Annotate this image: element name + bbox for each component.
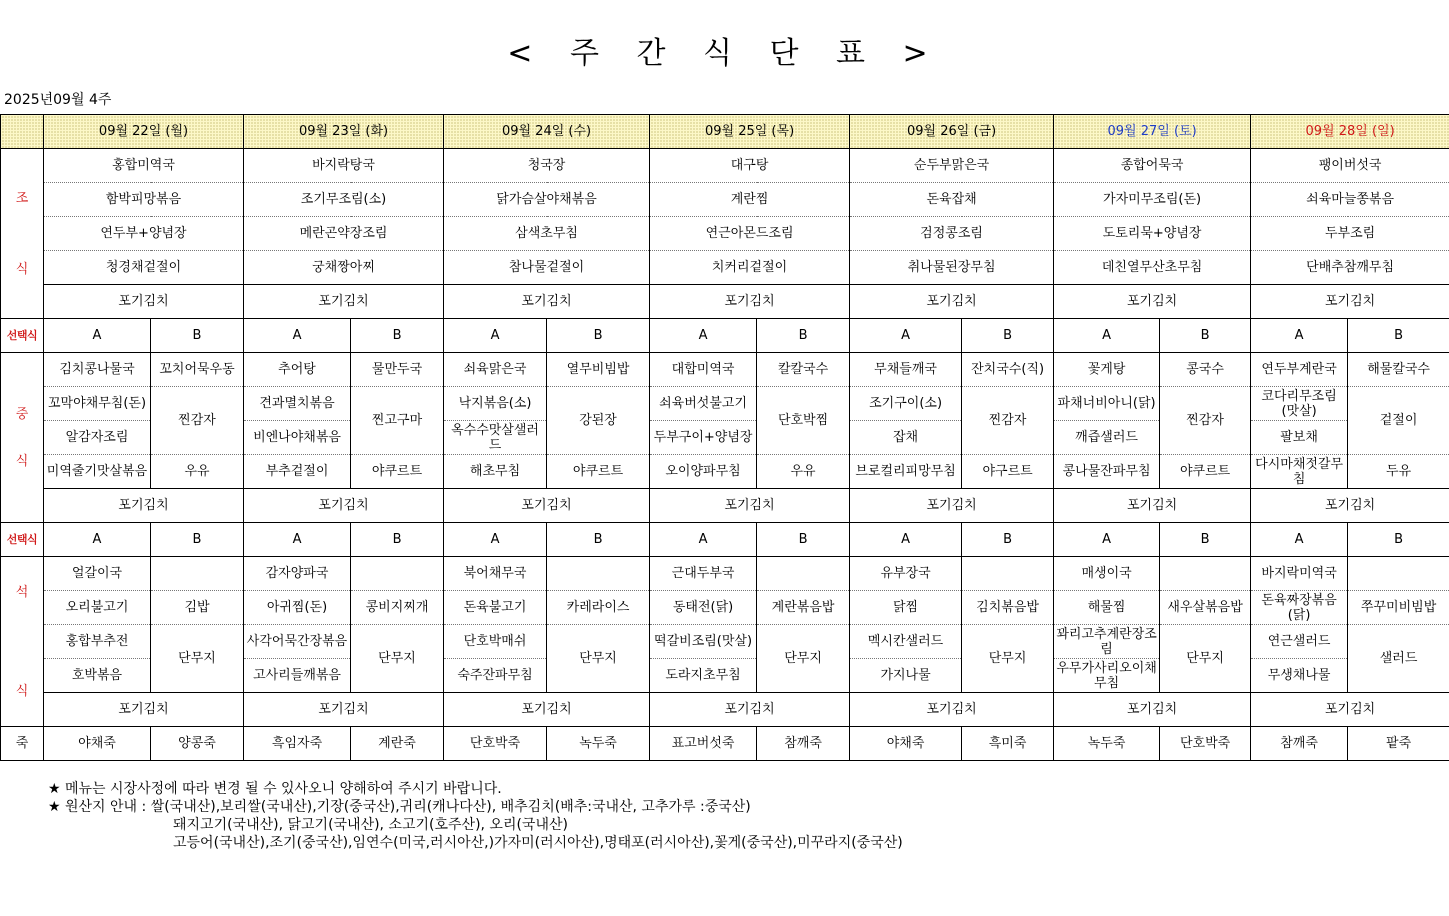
- porridge-item: 야채죽: [850, 727, 962, 761]
- breakfast-item: 단배추참깨무침: [1251, 251, 1449, 285]
- table-row: [1, 489, 1449, 523]
- lunch-a-item: 낙지볶음(소): [444, 387, 547, 421]
- dinner-a-item: 동태전(닭): [650, 591, 757, 625]
- lunch-a-item: 오이양파무침: [650, 455, 757, 489]
- lunch-b-item: 해물칼국수: [1348, 353, 1449, 387]
- option-b-label: B: [351, 319, 444, 353]
- kimchi-cell: 포기김치: [850, 693, 1054, 727]
- kimchi-cell: 포기김치: [850, 285, 1054, 319]
- kimchi-cell: 포기김치: [44, 285, 244, 319]
- option-a-label: A: [850, 523, 962, 557]
- breakfast-item: 순두부맑은국: [850, 149, 1054, 183]
- origin-line: 돼지고기(국내산), 닭고기(국내산), 소고기(호주산), 오리(국내산): [173, 817, 568, 833]
- dinner-b-item: 김치볶음밥: [962, 591, 1054, 625]
- lunch-a-item: 옥수수맛살샐러드: [444, 421, 547, 455]
- page-title: < 주 간 식 단 표 >: [507, 36, 942, 71]
- dinner-a-item: 근대두부국: [650, 557, 757, 591]
- kimchi-cell: 포기김치: [650, 489, 850, 523]
- lunch-b-item: 우유: [151, 455, 244, 489]
- week-label: 2025년09월 4주: [4, 92, 112, 108]
- dinner-b-item: 단무지: [757, 625, 850, 693]
- breakfast-item: 팽이버섯국: [1251, 149, 1449, 183]
- option-a-label: A: [850, 319, 962, 353]
- lunch-a-item: 대합미역국: [650, 353, 757, 387]
- porridge-item: 양콩죽: [151, 727, 244, 761]
- dinner-b-blank: [1160, 557, 1251, 591]
- option-b-label: B: [1160, 319, 1251, 353]
- breakfast-item: 궁채짱아찌: [244, 251, 444, 285]
- dinner-a-item: 오리불고기: [44, 591, 151, 625]
- option-a-label: A: [1054, 319, 1160, 353]
- table-row: [1, 285, 1449, 319]
- table-row: [1, 625, 1449, 659]
- dinner-b-item: 단무지: [151, 625, 244, 693]
- breakfast-label: [1, 149, 44, 319]
- breakfast-item: 메란곤약장조림: [244, 217, 444, 251]
- dinner-a-item: 고사리들깨볶음: [244, 659, 351, 693]
- kimchi-cell: 포기김치: [850, 489, 1054, 523]
- dinner-a-item: 해물찜: [1054, 591, 1160, 625]
- lunch-b-item: 꼬치어묵우동: [151, 353, 244, 387]
- dinner-a-item: 떡갈비조림(맛살): [650, 625, 757, 659]
- lunch-a-item: 잡채: [850, 421, 962, 455]
- option-a-label: A: [1251, 523, 1348, 557]
- lunch-b-item: 물만두국: [351, 353, 444, 387]
- table-row: [1, 727, 1449, 761]
- table-row: [1, 455, 1449, 489]
- breakfast-item: 계란찜: [650, 183, 850, 217]
- breakfast-item: 두부조림: [1251, 217, 1449, 251]
- dinner-b-item: 계란볶음밥: [757, 591, 850, 625]
- dinner-select-label: 선택식: [1, 523, 44, 557]
- lunch-b-item: 우유: [757, 455, 850, 489]
- porridge-item: 팥죽: [1348, 727, 1449, 761]
- lunch-a-item: 콩나물잔파무침: [1054, 455, 1160, 489]
- dinner-b-item: 김밥: [151, 591, 244, 625]
- option-a-label: A: [44, 523, 151, 557]
- lunch-label-2: 식: [15, 453, 29, 469]
- lunch-b-item: 잔치국수(직): [962, 353, 1054, 387]
- porridge-item: 녹두죽: [547, 727, 650, 761]
- dinner-a-item: 홍합부추전: [44, 625, 151, 659]
- kimchi-cell: 포기김치: [244, 285, 444, 319]
- option-b-label: B: [757, 523, 850, 557]
- lunch-label: [1, 353, 44, 523]
- lunch-a-item: 깨즙샐러드: [1054, 421, 1160, 455]
- option-b-label: B: [962, 523, 1054, 557]
- option-b-label: B: [962, 319, 1054, 353]
- dinner-a-item: 가지나물: [850, 659, 962, 693]
- dinner-b-blank: [757, 557, 850, 591]
- lunch-a-item: 꼬막야채무침(돈): [44, 387, 151, 421]
- table-row: [1, 251, 1449, 285]
- lunch-b-item: 칼칼국수: [757, 353, 850, 387]
- day-header: 09월 28일 (일): [1251, 115, 1449, 149]
- option-b-label: B: [1348, 319, 1449, 353]
- lunch-a-item: 추어탕: [244, 353, 351, 387]
- porridge-label: 죽: [1, 727, 44, 761]
- dinner-a-item: 닭찜: [850, 591, 962, 625]
- option-a-label: A: [244, 523, 351, 557]
- breakfast-item: 참나물겉절이: [444, 251, 650, 285]
- kimchi-cell: 포기김치: [1251, 693, 1449, 727]
- lunch-a-item: 브로컬리피망무침: [850, 455, 962, 489]
- breakfast-item: 홍합미역국: [44, 149, 244, 183]
- lunch-a-item: 부추겉절이: [244, 455, 351, 489]
- notes: [48, 780, 903, 852]
- lunch-b-item: 겉절이: [1348, 387, 1449, 455]
- lunch-b-item: 야쿠르트: [351, 455, 444, 489]
- option-b-label: B: [547, 319, 650, 353]
- corner-cell: [1, 115, 44, 149]
- lunch-b-item: 강된장: [547, 387, 650, 455]
- dinner-b-item: 쭈꾸미비빔밥: [1348, 591, 1449, 625]
- porridge-item: 흑임자죽: [244, 727, 351, 761]
- option-b-label: B: [151, 319, 244, 353]
- lunch-b-item: 단호박찜: [757, 387, 850, 455]
- table-row: [1, 693, 1449, 727]
- dinner-a-item: 멕시칸샐러드: [850, 625, 962, 659]
- table-row: [1, 353, 1449, 387]
- porridge-item: 참깨죽: [757, 727, 850, 761]
- option-a-label: A: [444, 523, 547, 557]
- breakfast-item: 데친열무산초무침: [1054, 251, 1251, 285]
- dinner-a-item: 감자양파국: [244, 557, 351, 591]
- option-a-label: A: [650, 523, 757, 557]
- dinner-b-item: 카레라이스: [547, 591, 650, 625]
- dinner-b-item: 샐러드: [1348, 625, 1449, 693]
- breakfast-label-1: 조: [15, 190, 29, 206]
- weekly-menu-table: [0, 114, 1449, 761]
- option-b-label: B: [1160, 523, 1251, 557]
- lunch-a-item: 쇠육버섯불고기: [650, 387, 757, 421]
- breakfast-item: 가자미무조림(돈): [1054, 183, 1251, 217]
- porridge-item: 단호박죽: [444, 727, 547, 761]
- breakfast-item: 연두부+양념장: [44, 217, 244, 251]
- lunch-a-item: 해초무침: [444, 455, 547, 489]
- dinner-a-item: 매생이국: [1054, 557, 1160, 591]
- lunch-a-item: 다시마채젓갈무침: [1251, 455, 1348, 489]
- lunch-a-item: 파채너비아니(닭): [1054, 387, 1160, 421]
- dinner-a-item: 바지락미역국: [1251, 557, 1348, 591]
- breakfast-item: 청국장: [444, 149, 650, 183]
- kimchi-cell: 포기김치: [1251, 285, 1449, 319]
- dinner-label: [1, 557, 44, 727]
- breakfast-item: 쇠육마늘쫑볶음: [1251, 183, 1449, 217]
- dinner-a-item: 돈육불고기: [444, 591, 547, 625]
- dinner-label-1: 석: [15, 584, 29, 600]
- lunch-a-item: 팔보채: [1251, 421, 1348, 455]
- lunch-select-label: 선택식: [1, 319, 44, 353]
- dinner-b-blank: [151, 557, 244, 591]
- kimchi-cell: 포기김치: [444, 693, 650, 727]
- porridge-item: 계란죽: [351, 727, 444, 761]
- breakfast-item: 치커리겉절이: [650, 251, 850, 285]
- dinner-a-item: 유부장국: [850, 557, 962, 591]
- lunch-a-item: 코다리무조림(맛살): [1251, 387, 1348, 421]
- breakfast-item: 삼색초무침: [444, 217, 650, 251]
- table-row: [1, 591, 1449, 625]
- porridge-item: 참깨죽: [1251, 727, 1348, 761]
- table-row: [1, 115, 1449, 149]
- porridge-item: 흑미죽: [962, 727, 1054, 761]
- table-row: [1, 217, 1449, 251]
- dinner-a-item: 숙주잔파무침: [444, 659, 547, 693]
- porridge-item: 녹두죽: [1054, 727, 1160, 761]
- lunch-label-1: 중: [15, 406, 29, 422]
- lunch-b-item: 야쿠르트: [547, 455, 650, 489]
- dinner-a-item: 아귀찜(돈): [244, 591, 351, 625]
- table-row: [1, 557, 1449, 591]
- breakfast-item: 대구탕: [650, 149, 850, 183]
- breakfast-item: 검정콩조림: [850, 217, 1054, 251]
- lunch-a-item: 견과멸치볶음: [244, 387, 351, 421]
- dinner-a-item: 무생채나물: [1251, 659, 1348, 693]
- table-row: [1, 319, 1449, 353]
- lunch-a-item: 두부구이+양념장: [650, 421, 757, 455]
- dinner-a-item: 얼갈이국: [44, 557, 151, 591]
- breakfast-item: 종합어묵국: [1054, 149, 1251, 183]
- dinner-b-blank: [547, 557, 650, 591]
- day-header: 09월 23일 (화): [244, 115, 444, 149]
- lunch-b-item: 찐감자: [1160, 387, 1251, 455]
- lunch-b-item: 두유: [1348, 455, 1449, 489]
- kimchi-cell: 포기김치: [1251, 489, 1449, 523]
- lunch-a-item: 무채들깨국: [850, 353, 962, 387]
- breakfast-item: 돈육잡채: [850, 183, 1054, 217]
- option-b-label: B: [351, 523, 444, 557]
- notice-line: ★ 메뉴는 시장사정에 따라 변경 될 수 있사오니 양해하여 주시기 바랍니다.: [48, 781, 502, 797]
- breakfast-item: 도토리묵+양념장: [1054, 217, 1251, 251]
- table-row: [1, 149, 1449, 183]
- lunch-a-item: 알감자조림: [44, 421, 151, 455]
- kimchi-cell: 포기김치: [244, 489, 444, 523]
- kimchi-cell: 포기김치: [444, 285, 650, 319]
- table-row: [1, 387, 1449, 421]
- lunch-a-item: 쇠육맑은국: [444, 353, 547, 387]
- lunch-b-item: 찐감자: [962, 387, 1054, 455]
- kimchi-cell: 포기김치: [244, 693, 444, 727]
- dinner-label-2: 식: [15, 683, 29, 699]
- dinner-a-item: 꽈리고추계란장조림: [1054, 625, 1160, 659]
- breakfast-label-2: 식: [15, 261, 29, 277]
- dinner-a-item: 도라지초무침: [650, 659, 757, 693]
- option-a-label: A: [1251, 319, 1348, 353]
- lunch-b-item: 야쿠르트: [1160, 455, 1251, 489]
- day-header: 09월 27일 (토): [1054, 115, 1251, 149]
- lunch-b-item: 열무비빔밥: [547, 353, 650, 387]
- day-header: 09월 22일 (월): [44, 115, 244, 149]
- origin-line: ★ 원산지 안내 : 쌀(국내산),보리쌀(국내산),기장(중국산),귀리(캐나다산), 배추김치(배추:국내산, 고추가루 :중국산): [48, 799, 751, 815]
- option-a-label: A: [1054, 523, 1160, 557]
- kimchi-cell: 포기김치: [44, 489, 244, 523]
- option-b-label: B: [1348, 523, 1449, 557]
- breakfast-item: 조기무조림(소): [244, 183, 444, 217]
- breakfast-item: 취나물된장무침: [850, 251, 1054, 285]
- dinner-b-item: 단무지: [351, 625, 444, 693]
- breakfast-item: 연근아몬드조림: [650, 217, 850, 251]
- day-header: 09월 24일 (수): [444, 115, 650, 149]
- origin-line: 고등어(국내산),조기(중국산),임연수(미국,러시아산,)가자미(러시아산),명태포(러시아산),꽃게(중국산),미꾸라지(중국산): [173, 835, 903, 851]
- breakfast-item: 바지락탕국: [244, 149, 444, 183]
- dinner-b-blank: [1348, 557, 1449, 591]
- dinner-a-item: 연근샐러드: [1251, 625, 1348, 659]
- kimchi-cell: 포기김치: [1054, 693, 1251, 727]
- dinner-a-item: 호박볶음: [44, 659, 151, 693]
- day-header: 09월 25일 (목): [650, 115, 850, 149]
- dinner-a-item: 북어채무국: [444, 557, 547, 591]
- lunch-b-item: 찐감자: [151, 387, 244, 455]
- option-b-label: B: [547, 523, 650, 557]
- porridge-item: 단호박죽: [1160, 727, 1251, 761]
- day-header: 09월 26일 (금): [850, 115, 1054, 149]
- lunch-a-item: 비엔나야채볶음: [244, 421, 351, 455]
- kimchi-cell: 포기김치: [650, 285, 850, 319]
- table-row: [1, 183, 1449, 217]
- lunch-b-item: 찐고구마: [351, 387, 444, 455]
- dinner-b-item: 단무지: [1160, 625, 1251, 693]
- option-a-label: A: [650, 319, 757, 353]
- lunch-a-item: 꽃게탕: [1054, 353, 1160, 387]
- kimchi-cell: 포기김치: [44, 693, 244, 727]
- lunch-a-item: 조기구이(소): [850, 387, 962, 421]
- dinner-b-blank: [351, 557, 444, 591]
- dinner-a-item: 돈육짜장볶음(닭): [1251, 591, 1348, 625]
- dinner-b-item: 새우살볶음밥: [1160, 591, 1251, 625]
- lunch-b-item: 콩국수: [1160, 353, 1251, 387]
- porridge-item: 야채죽: [44, 727, 151, 761]
- dinner-a-item: 사각어묵간장볶음: [244, 625, 351, 659]
- option-a-label: A: [444, 319, 547, 353]
- table-row: [1, 523, 1449, 557]
- option-a-label: A: [44, 319, 151, 353]
- kimchi-cell: 포기김치: [1054, 489, 1251, 523]
- lunch-a-item: 미역줄기맛살볶음: [44, 455, 151, 489]
- dinner-b-item: 콩비지찌개: [351, 591, 444, 625]
- lunch-a-item: 김치콩나물국: [44, 353, 151, 387]
- dinner-b-item: 단무지: [547, 625, 650, 693]
- breakfast-item: 함박피망볶음: [44, 183, 244, 217]
- dinner-b-blank: [962, 557, 1054, 591]
- porridge-item: 표고버섯죽: [650, 727, 757, 761]
- dinner-a-item: 우무가사리오이채무침: [1054, 659, 1160, 693]
- breakfast-item: 닭가슴살야채볶음: [444, 183, 650, 217]
- lunch-a-item: 연두부계란국: [1251, 353, 1348, 387]
- kimchi-cell: 포기김치: [650, 693, 850, 727]
- dinner-b-item: 단무지: [962, 625, 1054, 693]
- breakfast-item: 청경채겉절이: [44, 251, 244, 285]
- option-b-label: B: [757, 319, 850, 353]
- lunch-b-item: 야구르트: [962, 455, 1054, 489]
- kimchi-cell: 포기김치: [1054, 285, 1251, 319]
- kimchi-cell: 포기김치: [444, 489, 650, 523]
- option-b-label: B: [151, 523, 244, 557]
- option-a-label: A: [244, 319, 351, 353]
- dinner-a-item: 단호박매쉬: [444, 625, 547, 659]
